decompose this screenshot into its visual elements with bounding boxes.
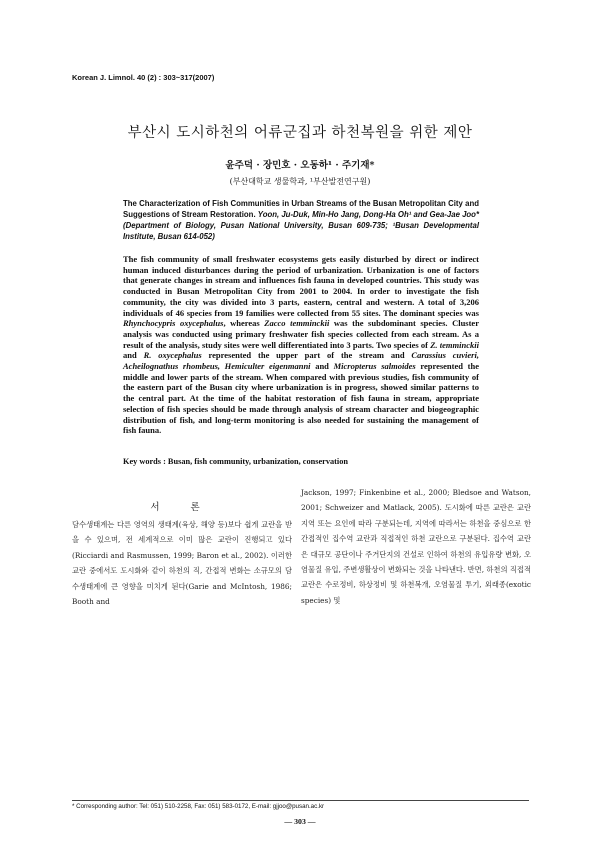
- english-affiliation: (Department of Biology, Pusan National University, Busan 609-735; ¹Busan Developmental Institute, Busan 614-052): [123, 221, 479, 241]
- intro-left-column: 담수생태계는 다른 영역의 생태계(육상, 해양 등)보다 쉽게 교란을 받을 수 있으며, 전 세계적으로 이미 많은 교란이 진행되고 있다(Ricciardi and Rasmussen, 1999; Baron et al., 2002). 이러한 교란 중에서도 도시화와 같이 하천의 직, 간접적 변화는 소규모의 담수생태계에 큰 영향을 미치게 된다(Garie and McIntosh, 1986; Booth and: [72, 520, 292, 607]
- intro-right-column: Jackson, 1997; Finkenbine et al., 2000; Bledsoe and Watson, 2001; Schweizer and Matlack, 2005). 도시화에 따른 교란은 교란지역 또는 요인에 따라 구분되는데, 지역에 따라서는 하천을 중심으로 한 간접적인 집수역 교란과 직접적인 하천 교란으로 구분된다. 집수역 교란은 대규모 공단이나 주거단지의 건설로 인하여 하천의 유입유량 변화, 오염물질 유입, 주변생활상이 변화되는 것을 나타낸다. 반면, 하천의 직접적 교란은 수로정비, 하상정비 및 하천복개, 오염물질 투기, 외래종(exotic species) 및: [301, 488, 531, 605]
- english-title-block: [123, 198, 479, 242]
- species-name: Micropterus salmoides: [333, 361, 416, 372]
- species-name: Zacco temminckii: [264, 318, 330, 329]
- species-name: R. oxycephalus: [143, 350, 202, 361]
- footnote-divider: [72, 800, 529, 801]
- species-name: Z. temminckii: [430, 339, 479, 350]
- english-authors: Yoon, Ju-Duk, Min-Ho Jang, Dong-Ha Oh¹ and Gea-Jae Joo*: [257, 210, 479, 219]
- english-title: The Characterization of Fish Communities in Urban Streams of the Busan Metropolitan City and Suggestions of Stream Restoration.: [123, 199, 479, 219]
- korean-title: 부산시 도시하천의 어류군집과 하천복원을 위한 제안: [127, 125, 473, 141]
- page-number: — 303 —: [284, 817, 316, 826]
- species-name: Rhynchocypris oxycephalus: [123, 318, 224, 329]
- abstract: The fish community of small freshwater ecosystems gets easily disturbed by direct or indirect human induced disturbances during the period of urbanization. Urbanization is one of factors that generate changes in stream and influences fish fauna in developed countries. This study was conducted in Busan Metropolitan City from 2001 to 2004. In order to investigate the fish community, the city was divided into 3 parts, eastern, central and western. A total of 3,206 individuals of 46 species from 19 families were collected from 55 sites. The dominant species was Rhynchocypris oxycephalus, whereas Zacco temminckii was the subdominant species. Cluster analysis was conducted using primary freshwater fish species collected from each stream. As a result of the analysis, study sites were well differentiated into 3 parts. Two species of Z. temminckii and R. oxycephalus represented the upper part of the stream and Carassius cuvieri, Acheilognathus rhombeus, Hemiculter eigenmanni and Micropterus salmoides represented the middle and lower parts of the stream. When compared with previous studies, fish community of the eastern part of the Busan city where urbanization is in progress, showed similar patterns to the central part. At the time of the habitat restoration of fish fauna in stream, appropriate selection of fish species should be made through analysis of stream character and biogeographic distribution of fish, and long-term monitoring is also needed for sustaining the management of fish fauna.: [123, 254, 479, 436]
- corresponding-author-footnote: * Corresponding author: Tel: 051) 510-2258, Fax: 051) 583-0172, E-mail: gjjoo@pusan.ac.kr: [72, 803, 325, 810]
- section-heading-introduction: 서 론: [150, 502, 214, 513]
- korean-affiliation: (부산대학교 생물학과, ¹부산발전연구원): [229, 177, 371, 186]
- korean-authors: 윤주덕 · 장민호 · 오동하¹ · 주기재*: [225, 160, 375, 171]
- keywords: Key words : Busan, fish community, urbanization, conservation: [123, 457, 348, 466]
- species-name: Carassius cuvieri, Acheilognathus rhombeus, Hemiculter eigenmanni: [123, 350, 479, 372]
- journal-citation: Korean J. Limnol. 40 (2) : 303~317(2007): [72, 73, 215, 82]
